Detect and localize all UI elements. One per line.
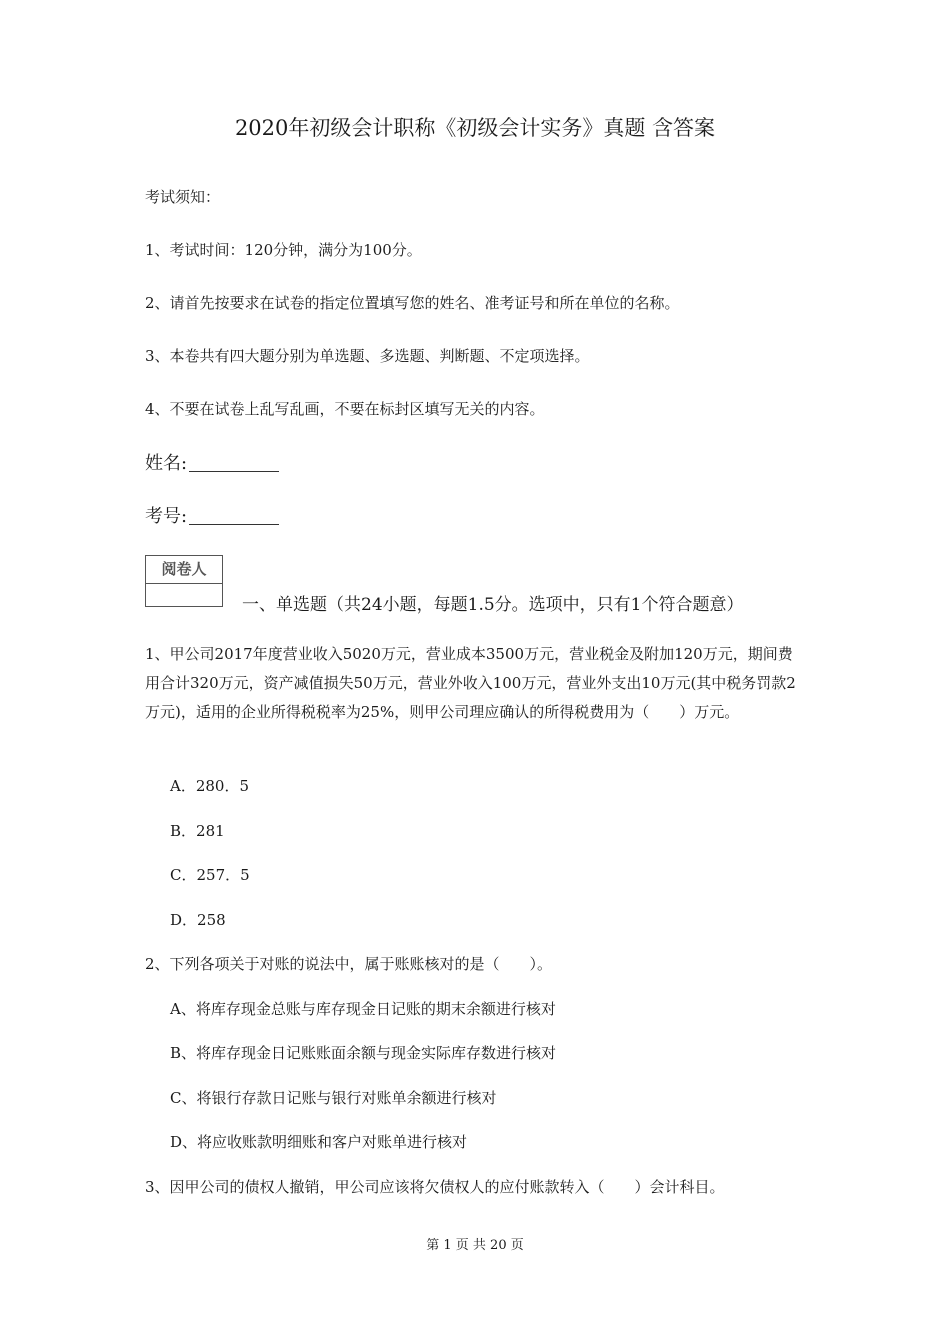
notice-heading: 考试须知： (145, 188, 221, 206)
question-2-option-a: A、将库存现金总账与库存现金日记账的期末余额进行核对 (170, 1000, 556, 1018)
question-2-option-c: C、将银行存款日记账与银行对账单余额进行核对 (170, 1089, 497, 1107)
question-2: 2、下列各项关于对账的说法中，属于账账核对的是（ ）。 (145, 955, 553, 973)
question-1-option-b: B．281 (170, 822, 225, 840)
notice-item: 2、请首先按要求在试卷的指定位置填写您的姓名、准考证号和所在单位的名称。 (145, 294, 680, 312)
name-blank[interactable] (189, 453, 279, 472)
name-field (145, 449, 279, 475)
question-2-option-b: B、将库存现金日记账账面余额与现金实际库存数进行核对 (170, 1044, 557, 1062)
id-field (145, 502, 279, 528)
grader-label: 阅卷人 (146, 556, 222, 584)
id-label: 考号: (145, 506, 188, 527)
grader-box (145, 555, 223, 607)
name-label: 姓名: (145, 453, 188, 474)
page-footer: 第 1 页 共 20 页 (426, 1238, 524, 1253)
notice-item: 1、考试时间：120分钟，满分为100分。 (145, 241, 422, 259)
question-1-option-a: A．280．5 (170, 777, 250, 795)
id-blank[interactable] (189, 506, 279, 525)
notice-item: 4、不要在试卷上乱写乱画，不要在标封区填写无关的内容。 (145, 400, 545, 418)
page-title: 2020年初级会计职称《初级会计实务》真题 含答案 (234, 116, 716, 140)
question-1-option-c: C．257．5 (170, 866, 250, 884)
notice-item: 3、本卷共有四大题分别为单选题、多选题、判断题、不定项选择。 (145, 347, 590, 365)
question-1: 1、甲公司2017年度营业收入5020万元，营业成本3500万元，营业税金及附加120万元，期间费用合计320万元，资产减值损失50万元，营业外收入100万元，营业外支出10万元(其中税务罚款2万元)，适用的企业所得税税率为25%，则甲公司理应确认的所得税费用为（ ）万元。 (145, 645, 796, 721)
question-2-option-d: D、将应收账款明细账和客户对账单进行核对 (170, 1133, 468, 1151)
question-1-option-d: D．258 (170, 911, 226, 929)
question-3: 3、因甲公司的债权人撤销，甲公司应该将欠债权人的应付账款转入（ ）会计科目。 (145, 1178, 725, 1196)
section-title: 一、单选题（共24小题，每题1.5分。选项中，只有1个符合题意） (242, 595, 744, 615)
